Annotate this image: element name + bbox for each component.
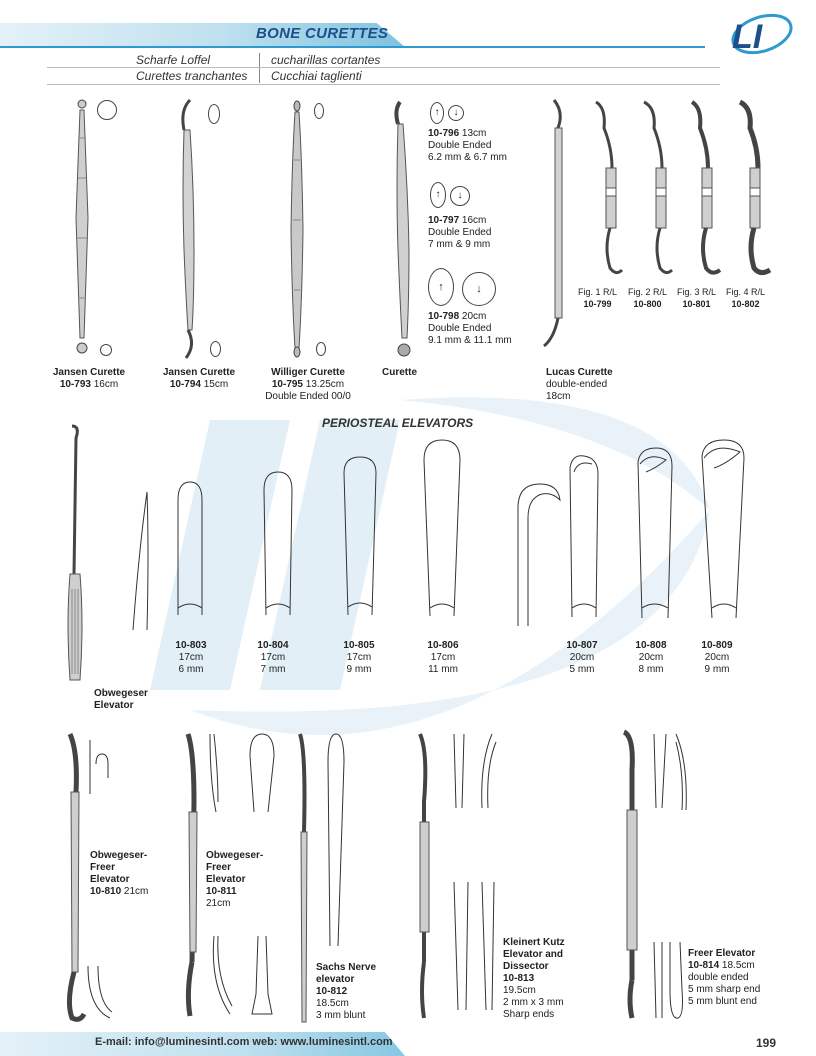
- arrow-up-icon: ↑: [430, 102, 444, 124]
- obwegeser-caption: Obwegeser Elevator: [94, 688, 148, 711]
- subtitle-spanish: cucharillas cortantes: [271, 53, 381, 67]
- elevator-10-807-caption: 10-807 20cm 5 mm: [566, 640, 598, 675]
- lucas-fig3-caption: Fig. 3 R/L 10-801: [677, 287, 717, 309]
- elevator-10-804-caption: 10-804 17cm 7 mm: [257, 640, 289, 675]
- tip-outline-icon: [100, 344, 112, 356]
- obwegeser-freer-811-caption: Obwegeser- Freer Elevator 10-811 21cm: [206, 850, 264, 909]
- section-title-periosteal: PERIOSTEAL ELEVATORS: [322, 416, 474, 430]
- arrow-down-icon: ↓: [450, 186, 470, 206]
- lucas-fig1-caption: Fig. 1 R/L 10-799: [578, 287, 618, 309]
- sachs-caption: Sachs Nerve elevator 10-812 18.5cm 3 mm blunt: [316, 962, 377, 1021]
- arrow-up-icon: ↑: [430, 182, 446, 208]
- arrow-up-icon: ↑: [428, 268, 454, 306]
- elevator-10-806-outline: [422, 438, 466, 620]
- tip-profile-outline: [86, 738, 116, 798]
- freer-elevator-illustration: [618, 730, 648, 1022]
- tip-profile-outline: [446, 880, 506, 1020]
- product-10-796: 10-796 13cm Double Ended 6.2 mm & 6.7 mm: [428, 128, 507, 163]
- jansen-794-caption: Jansen Curette 10-794 15cm: [162, 367, 236, 390]
- williger-curette-illustration: [286, 100, 310, 360]
- elevator-10-803-outline: [176, 480, 206, 620]
- tip-profile-outline: [206, 732, 276, 816]
- header-rule: [0, 46, 705, 48]
- elevator-10-809-caption: 10-809 20cm 9 mm: [701, 640, 733, 675]
- lucas-caption: Lucas Curette double-ended 18cm: [546, 367, 613, 402]
- lucas-fig4-illustration: [732, 98, 772, 278]
- elevator-10-807-outline: [568, 452, 604, 622]
- lucas-fig2-illustration: [638, 98, 678, 278]
- jansen-793-caption: Jansen Curette 10-793 16cm: [52, 367, 126, 390]
- elevator-10-805-outline: [342, 455, 382, 620]
- curette-illustration: [390, 100, 420, 362]
- elevator-10-806-caption: 10-806 17cm 11 mm: [427, 640, 459, 675]
- tip-profile-outline: [86, 962, 116, 1022]
- arrow-down-icon: ↓: [462, 272, 496, 306]
- footer-contact: E-mail: info@luminesintl.com web: www.luminesintl.com: [95, 1036, 393, 1048]
- elevator-10-804-outline: [262, 470, 296, 620]
- tip-outline-icon: [314, 103, 324, 119]
- tip-outline-icon: [316, 342, 326, 356]
- lucas-fig4-caption: Fig. 4 R/L 10-802: [726, 287, 766, 309]
- tip-profile-outline: [320, 732, 350, 952]
- page-title: BONE CURETTES: [256, 25, 389, 42]
- subtitle-rule-bottom: [47, 84, 720, 85]
- jansen-curette-794-illustration: [176, 100, 206, 360]
- elevator-10-803-caption: 10-803 17cm 6 mm: [175, 640, 207, 675]
- tip-outline-icon: [97, 100, 117, 120]
- brand-logo: [722, 10, 796, 56]
- curette-caption: Curette: [382, 367, 418, 378]
- lucas-fig3-illustration: [684, 98, 724, 278]
- obwegeser-freer-810-caption: Obwegeser- Freer Elevator 10-810 21cm: [90, 850, 149, 897]
- tip-profile-outline: [446, 732, 506, 812]
- kleinert-kutz-caption: Kleinert Kutz Elevator and Dissector 10-813 19.5cm 2 mm x 3 mm Sharp ends: [503, 937, 565, 1020]
- subtitle-german: Scharfe Loffel: [136, 53, 211, 67]
- logo-text: LI: [732, 18, 763, 56]
- kleinert-kutz-illustration: [410, 732, 440, 1022]
- product-10-798: 10-798 20cm Double Ended 9.1 mm & 11.1 mm: [428, 311, 512, 346]
- obwegeser-elevator-illustration: [62, 424, 92, 686]
- tip-profile-outline: [648, 732, 698, 812]
- freer-caption: Freer Elevator 10-814 18.5cm double ended 5 mm sharp end 5 mm blunt end: [688, 948, 761, 1007]
- subtitle-rule: [47, 67, 720, 68]
- tip-profile-outline: [206, 934, 276, 1018]
- product-10-797: 10-797 16cm Double Ended 7 mm & 9 mm: [428, 215, 492, 250]
- jansen-curette-793-illustration: [70, 98, 100, 358]
- lucas-curette-illustration: [540, 98, 580, 360]
- subtitle-french: Curettes tranchantes: [136, 69, 248, 83]
- sachs-nerve-elevator-illustration: [294, 732, 314, 1028]
- williger-caption: Williger Curette 10-795 13.25cm Double Ended 00/0: [265, 367, 351, 402]
- elevator-profile-outline: [125, 490, 165, 630]
- lucas-fig1-illustration: [590, 98, 630, 278]
- tip-outline-icon: [210, 341, 221, 357]
- tip-profile-outline: [648, 940, 688, 1022]
- tip-outline-icon: [208, 104, 220, 124]
- elevator-10-808-outline: [636, 446, 678, 622]
- subtitle-divider: [259, 53, 260, 83]
- page-number: 199: [756, 1036, 777, 1050]
- elevator-10-809-outline: [700, 438, 750, 622]
- hook-profile-outline: [512, 478, 562, 628]
- arrow-down-icon: ↓: [448, 105, 464, 121]
- lucas-fig2-caption: Fig. 2 R/L 10-800: [628, 287, 668, 309]
- subtitle-italian: Cucchiai taglienti: [271, 69, 362, 83]
- elevator-10-808-caption: 10-808 20cm 8 mm: [635, 640, 667, 675]
- elevator-10-805-caption: 10-805 17cm 9 mm: [343, 640, 375, 675]
